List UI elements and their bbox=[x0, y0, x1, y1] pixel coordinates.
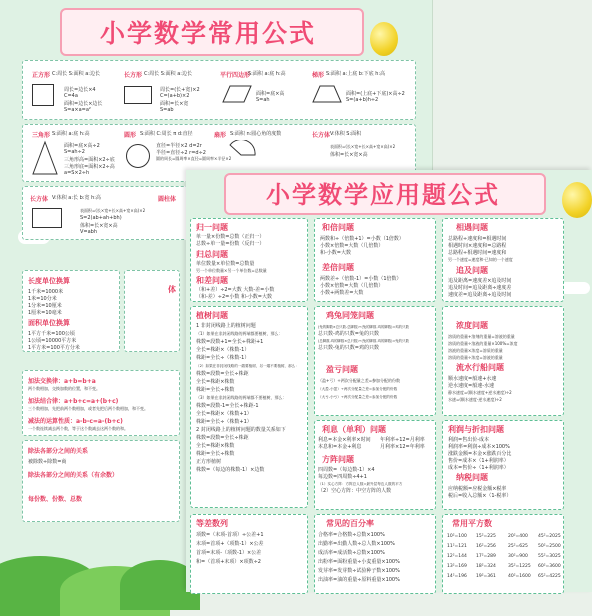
concentration-line: 溶质的重量÷溶液的重量×100%=浓度 bbox=[448, 341, 518, 346]
tree-planting-line: 全长=株距×株数 bbox=[196, 379, 235, 385]
triangle-shape bbox=[32, 140, 58, 176]
volume-unit-card bbox=[124, 270, 180, 352]
tree-planting-line: 株距=全长÷株数 bbox=[196, 387, 235, 393]
flowing-water-line: 逆水速度=船速-水速 bbox=[448, 383, 494, 389]
square-heading: 正方形 bbox=[32, 72, 51, 79]
profit-line: 成本=售价÷（1+利润率） bbox=[448, 465, 509, 471]
parallelogram-formula: 面积=底×高 bbox=[256, 91, 285, 97]
surplus-heading: 盈亏问题 bbox=[326, 365, 358, 374]
parts-total-heading: 每份数、份数、总数 bbox=[28, 496, 83, 503]
percent-line: 出油率=油的重量÷原料重量×100% bbox=[318, 577, 400, 583]
tree-planting-line: 2 封闭线路上的植树问题的数量关系如下 bbox=[196, 427, 286, 433]
multiple-diff-line: 小数×倍数=大数（几倍数） bbox=[320, 283, 384, 289]
tree-planting-line: 株数=段数+1=全长÷株距+1 bbox=[196, 339, 264, 345]
chasing-line: 追及距离=速度差×追及时间 bbox=[448, 278, 512, 284]
chicken-rabbit-line: 总只数-鸡的只数=兔的只数 bbox=[318, 331, 379, 337]
tree-planting-line: 株数=段数-1=全长÷株距-1 bbox=[196, 403, 259, 409]
trapezoid-formula: 面积=(上底+下底)×高÷2 bbox=[346, 91, 405, 97]
division-relations-line: 被除数÷除数=商 bbox=[28, 459, 67, 465]
length-unit-line: 1千米=1000米 bbox=[28, 289, 64, 295]
surplus-line: （大亏-小亏）÷两次分配量之差=参加分配的份数 bbox=[318, 395, 398, 399]
interest-line: 年利率÷12=月利率 bbox=[380, 437, 425, 443]
square-array-line: （2）空心方阵：中空方阵的人数 bbox=[318, 488, 392, 494]
cuboid-line: V:体积 S:面积 bbox=[330, 131, 362, 137]
chasing-heading: 追及问题 bbox=[456, 266, 488, 275]
rectangle-formula: 面积=长×宽 bbox=[160, 101, 189, 107]
triangle-line: S:面积 a:底 h:高 bbox=[52, 131, 90, 137]
return-one-line: 单一量×份数=总数（正归一） bbox=[196, 234, 265, 240]
cuboid-heading: 长方体 bbox=[312, 132, 331, 139]
circle-formula: 圆的周长=圆周率×直径=圆周率×半径×2 bbox=[156, 156, 232, 161]
circle-heading: 圆形 bbox=[124, 132, 137, 139]
tree-planting-line: 株数=段数=全长÷株距 bbox=[196, 371, 249, 377]
circle-shape bbox=[126, 144, 150, 168]
sum-diff-line: （和-差）÷2=小数 和-小数=大数 bbox=[196, 294, 272, 300]
division-remainder-heading: 除法各部分之间的关系（有余数） bbox=[28, 472, 119, 479]
rectangle-formula: C=(a+b)×2 bbox=[160, 93, 190, 99]
triangle-formula: a=S×2÷h bbox=[64, 170, 90, 176]
cuboid-formula: 体积=长×宽×高 bbox=[330, 152, 368, 158]
square-array-line: 四周数=（每边数-1）×4 bbox=[318, 467, 375, 473]
arithmetic-seq-line: 末项=首项+（项数-1）×公差 bbox=[196, 541, 264, 547]
flowing-water-line: 静水速度=(顺水速度+逆水速度)÷2 bbox=[448, 390, 512, 395]
rectangle-line: C:周长 S:面积 a:边长 bbox=[144, 71, 192, 77]
square-number-cell: 18²=324 bbox=[476, 564, 496, 569]
length-unit-line: 1米=10分米 bbox=[28, 296, 57, 302]
return-total-line: 另一个单位数量×另一个单位数=总数量 bbox=[196, 268, 267, 273]
triangle-formula: 三角形高=面积×2÷底 bbox=[64, 157, 115, 163]
multiple-diff-line: 两数差÷（倍数-1）=小数（1倍数） bbox=[320, 276, 402, 282]
concentration-line: 溶质的重量÷浓度=溶液的重量 bbox=[448, 355, 503, 360]
percent-heading: 常见的百分率 bbox=[326, 519, 374, 528]
tax-line: 税后=收入总额×（1-税率） bbox=[448, 493, 512, 499]
profit-line: 利润=售出价-成本 bbox=[448, 437, 489, 443]
cylinder-heading: 圆柱体 bbox=[158, 196, 177, 203]
multiple-diff-heading: 差倍问题 bbox=[322, 263, 354, 272]
square-array-line: （1）实心方阵：方阵总人数=最外层每边人数的平方 bbox=[318, 482, 403, 486]
cuboid-formula: 表面积=(长×宽+长×高+宽×高)×2 bbox=[330, 144, 396, 149]
addition-associative-text: 三个数相加，先把前两个数相加，或者先把后两个数相加，和不变。 bbox=[28, 406, 148, 411]
squares-heading: 常用平方数 bbox=[452, 519, 492, 528]
area-unit-line: 1平方千米=100公顷 bbox=[28, 331, 75, 337]
square-formula: S=a×a=a² bbox=[64, 107, 91, 113]
flowing-water-line: 顺水速度=船速+水速 bbox=[448, 376, 497, 382]
concentration-line: 溶质的重量+溶剂的重量=溶液的重量 bbox=[448, 334, 515, 339]
square-formula: 面积=边长×边长 bbox=[64, 101, 103, 107]
tree-planting-line: 正方形植树 bbox=[196, 459, 222, 465]
arithmetic-seq-line: 和=（首项+末项）×项数÷2 bbox=[196, 559, 261, 565]
arithmetic-seq-line: 首项=末项-（项数-1）×公差 bbox=[196, 550, 262, 556]
chicken-rabbit-line: (兔的脚数×总只数-总脚数)÷(兔的脚数-鸡的脚数)=鸡的只数 bbox=[318, 325, 409, 329]
percent-line: 成活率=成活数÷总数×100% bbox=[318, 550, 385, 556]
chicken-rabbit-heading: 鸡兔同笼问题 bbox=[326, 311, 374, 320]
percent-line: 合格率=合格数÷总数×100% bbox=[318, 532, 385, 538]
cuboid-formula: 表面积=(长×宽+长×高+宽×高)×2 bbox=[80, 208, 146, 213]
square-number-cell: 35²=1225 bbox=[508, 564, 531, 569]
return-total-line: 单位数量×单位数=总数量 bbox=[196, 261, 255, 267]
tree-planting-line: 全长=株距×（株数+1） bbox=[196, 411, 252, 417]
triangle-formula: 面积=底×高÷2 bbox=[64, 143, 100, 149]
sector-heading: 扇形 bbox=[214, 132, 227, 139]
surplus-line: （大盈-小盈）÷两次分配量之差=参加分配的份数 bbox=[318, 387, 398, 391]
tree-planting-line: 株数=段数=全长÷株距 bbox=[196, 435, 249, 441]
arithmetic-seq-line: 项数=（末项-首项）÷公差+1 bbox=[196, 532, 264, 538]
square-number-cell: 10²=100 bbox=[447, 534, 467, 539]
subtraction-property-text: 一个数连续减去两个数，等于这个数减去这两个数的和。 bbox=[28, 426, 128, 431]
trapezoid-line: S:面积 a:上底 b:下底 h:高 bbox=[326, 71, 386, 77]
addition-associative-heading: 加法结合律：a+b+c=a+(b+c) bbox=[28, 398, 119, 405]
cuboid-formula: 体积=长×宽×高 bbox=[80, 223, 118, 229]
tree-planting-line: 株数=（每边的株数-1）×边数 bbox=[196, 467, 265, 473]
area-unit-line: 1公顷=10000平方米 bbox=[28, 338, 77, 344]
surplus-line: （盈+亏）÷两次分配量之差=参加分配的份数 bbox=[318, 378, 401, 383]
multiple-sum-line: 和-小数=大数 bbox=[320, 250, 351, 256]
chicken-rabbit-line: 总只数-兔的只数=鸡的只数 bbox=[318, 345, 379, 351]
square-number-cell: 11²=121 bbox=[447, 544, 467, 549]
yellow-balloon-icon bbox=[370, 22, 398, 56]
cuboid-formula: V=abh bbox=[80, 229, 98, 235]
square-number-cell: 20²=400 bbox=[508, 534, 528, 539]
trapezoid-formula: S=(a+b)h÷2 bbox=[346, 97, 379, 103]
concentration-line: 溶液的重量×浓度=溶质的重量 bbox=[448, 348, 503, 353]
cuboid-formula: S=2(ab+ah+bh) bbox=[80, 215, 122, 221]
parallelogram-shape bbox=[222, 84, 252, 104]
flowing-water-heading: 流水行船问题 bbox=[456, 363, 504, 372]
return-one-line: 总数÷单一量=份数（反归一） bbox=[196, 241, 265, 247]
square-formula: 周长=边长×4 bbox=[64, 87, 96, 93]
subtraction-property-heading: 减法的运算性质：a-b-c=a-(b+c) bbox=[28, 418, 123, 425]
profit-discount-heading: 利润与折扣问题 bbox=[448, 425, 504, 434]
cuboid-row3-line: V:体积 a:长 b:宽 h:高 bbox=[52, 195, 101, 201]
square-shape bbox=[32, 84, 54, 106]
percent-line: 发芽率=发芽数÷试验种子数×100% bbox=[318, 568, 400, 574]
length-unit-line: 1厘米=10毫米 bbox=[28, 310, 62, 316]
tree-planting-line: 株距=全长÷（株数-1） bbox=[196, 355, 250, 361]
tree-planting-line: （2）如果在非封闭线路的一端要植树，另一端不要植树，那么： bbox=[196, 364, 299, 368]
tree-planting-line: 全长=株距×（株数-1） bbox=[196, 347, 250, 353]
rectangle-formula: 周长=(长+宽)×2 bbox=[160, 87, 200, 93]
sum-diff-line: （和+差）÷2=大数 大数-差=小数 bbox=[196, 287, 275, 293]
square-number-cell: 65²=4225 bbox=[538, 574, 561, 579]
square-number-cell: 15²=225 bbox=[476, 534, 496, 539]
back-poster-title: 小学数学常用公式 bbox=[99, 19, 316, 48]
square-number-cell: 30²=900 bbox=[508, 554, 528, 559]
front-poster-title: 小学数学应用题公式 bbox=[266, 181, 500, 209]
profit-line: 涨跌金额=本金×涨跌百分比 bbox=[448, 451, 512, 457]
square-number-cell: 50²=2500 bbox=[538, 544, 561, 549]
yellow-balloon-icon bbox=[562, 182, 592, 218]
tree-planting-line: （3）如果在非封闭线路的两端都不要植树，那么： bbox=[196, 395, 287, 400]
chasing-line: 追及时间=追及距离÷速度差 bbox=[448, 285, 512, 291]
concentration-heading: 浓度问题 bbox=[456, 321, 488, 330]
multiple-sum-line: 小数×倍数=大数（几倍数） bbox=[320, 243, 384, 249]
square-number-cell: 55²=3025 bbox=[538, 554, 561, 559]
percent-line: 出粉率=面粉重量÷小麦重量×100% bbox=[318, 559, 400, 565]
tax-line: 应纳税额=应税金额×税率 bbox=[448, 486, 507, 492]
sector-shape bbox=[226, 140, 256, 170]
tree-planting-line: 株距=全长÷（株数+1） bbox=[196, 419, 252, 425]
percent-line: 出勤率=出勤人数÷总人数×100% bbox=[318, 541, 395, 547]
square-number-cell: 17²=289 bbox=[476, 554, 496, 559]
multiple-diff-line: 小数+两数差=大数 bbox=[320, 290, 364, 296]
tree-planting-heading: 植树问题 bbox=[196, 311, 228, 320]
square-number-cell: 12²=144 bbox=[447, 554, 467, 559]
interest-line: 本息和=本金+利息 bbox=[318, 444, 362, 450]
square-number-cell: 13²=169 bbox=[447, 564, 467, 569]
circle-line: S:面积 C:周长 π d:直径 bbox=[140, 131, 193, 137]
triangle-formula: 三角形底=面积×2÷高 bbox=[64, 164, 115, 170]
meeting-line: 总路程÷相遇时间=速度和 bbox=[448, 250, 507, 256]
tree-planting-line: （1）如果在非封闭线路的两端都要植树，那么： bbox=[196, 331, 283, 336]
arithmetic-seq-heading: 等差数列 bbox=[196, 519, 228, 528]
triangle-formula: S=ah÷2 bbox=[64, 149, 85, 155]
circle-formula: 半径=直径÷2 r=d÷2 bbox=[156, 150, 206, 156]
triangle-heading: 三角形 bbox=[32, 132, 51, 139]
meeting-line: 另一个速度=速度和-已知的一个速度 bbox=[448, 257, 513, 262]
flowing-water-line: 水速=(顺水速度-逆水速度)÷2 bbox=[448, 397, 502, 402]
square-line: C:周长 S:面积 a:边长 bbox=[52, 71, 100, 77]
tax-heading: 纳税问题 bbox=[456, 473, 488, 482]
sum-diff-heading: 和差问题 bbox=[196, 276, 228, 285]
sector-line: S:面积 n:圆心角的度数 bbox=[230, 131, 282, 137]
profit-line: 利润率=利润÷成本×100% bbox=[448, 444, 510, 450]
square-number-cell: 45²=2025 bbox=[538, 534, 561, 539]
length-unit-heading: 长度单位换算 bbox=[28, 277, 70, 285]
interest-heading: 利息（单利）问题 bbox=[322, 425, 386, 434]
chicken-rabbit-line: (总脚数-鸡的脚数×总只数)÷(兔的脚数-鸡的脚数)=兔的只数 bbox=[318, 339, 409, 343]
trapezoid-heading: 梯形 bbox=[312, 72, 325, 79]
square-array-line: 每边数=四周数÷4+1 bbox=[318, 474, 367, 480]
tree-planting-line: 全长=株距×株数 bbox=[196, 443, 235, 449]
division-relations-heading: 除法各部分之间的关系 bbox=[28, 448, 89, 455]
square-number-cell: 14²=196 bbox=[447, 574, 467, 579]
square-number-cell: 25²=625 bbox=[508, 544, 528, 549]
cuboid-row3-heading: 长方体 bbox=[30, 196, 49, 203]
tree-planting-line: 株距=全长÷株数 bbox=[196, 451, 235, 457]
square-number-cell: 19²=361 bbox=[476, 574, 496, 579]
cloud-icon bbox=[560, 282, 590, 294]
trapezoid-shape bbox=[312, 84, 342, 104]
profit-line: 售价=成本×（1+利润率） bbox=[448, 458, 509, 464]
multiple-sum-line: 两数和÷（倍数+1）=小数（1倍数） bbox=[320, 236, 404, 242]
rectangle-formula: S=ab bbox=[160, 107, 174, 113]
parallelogram-heading: 平行四边形 bbox=[220, 72, 251, 79]
meeting-heading: 相遇问题 bbox=[456, 223, 488, 232]
tree-planting-line: 1 非封闭线路上的植树问题 bbox=[196, 323, 256, 329]
rectangle-heading: 长方形 bbox=[124, 72, 143, 79]
meeting-line: 相遇时间×速度和=总路程 bbox=[448, 243, 507, 249]
square-number-cell: 16²=256 bbox=[476, 544, 496, 549]
interest-line: 利息=本金×利率×时间 bbox=[318, 437, 371, 443]
addition-commutative-text: 两个数相加，交换加数的位置，和不变。 bbox=[28, 386, 100, 391]
return-total-heading: 归总问题 bbox=[196, 250, 228, 259]
parallelogram-formula: S=ah bbox=[256, 97, 270, 103]
rectangle-shape bbox=[124, 86, 152, 104]
volume-unit-heading: 体 bbox=[168, 285, 176, 294]
parallelogram-line: S:面积 a:底 h:高 bbox=[248, 71, 286, 77]
square-formula: C=4a bbox=[64, 93, 78, 99]
cuboid-shape bbox=[32, 208, 62, 228]
multiple-sum-heading: 和倍问题 bbox=[322, 223, 354, 232]
area-unit-line: 1平方米=100平方分米 bbox=[28, 345, 80, 351]
square-array-heading: 方阵问题 bbox=[322, 455, 354, 464]
square-number-cell: 40²=1600 bbox=[508, 574, 531, 579]
length-unit-line: 1分米=10厘米 bbox=[28, 303, 62, 309]
chasing-line: 速度差=追及距离÷追及时间 bbox=[448, 292, 512, 298]
addition-commutative-heading: 加法交换律：a+b=b+a bbox=[28, 378, 96, 385]
square-number-cell: 60²=3600 bbox=[538, 564, 561, 569]
area-unit-heading: 面积单位换算 bbox=[28, 319, 70, 327]
return-one-heading: 归一问题 bbox=[196, 223, 228, 232]
meeting-line: 总路程÷速度和=相遇时间 bbox=[448, 236, 507, 242]
interest-line: 月利率×12=年利率 bbox=[380, 444, 425, 450]
circle-formula: 直径=半径×2 d=2r bbox=[156, 143, 202, 149]
